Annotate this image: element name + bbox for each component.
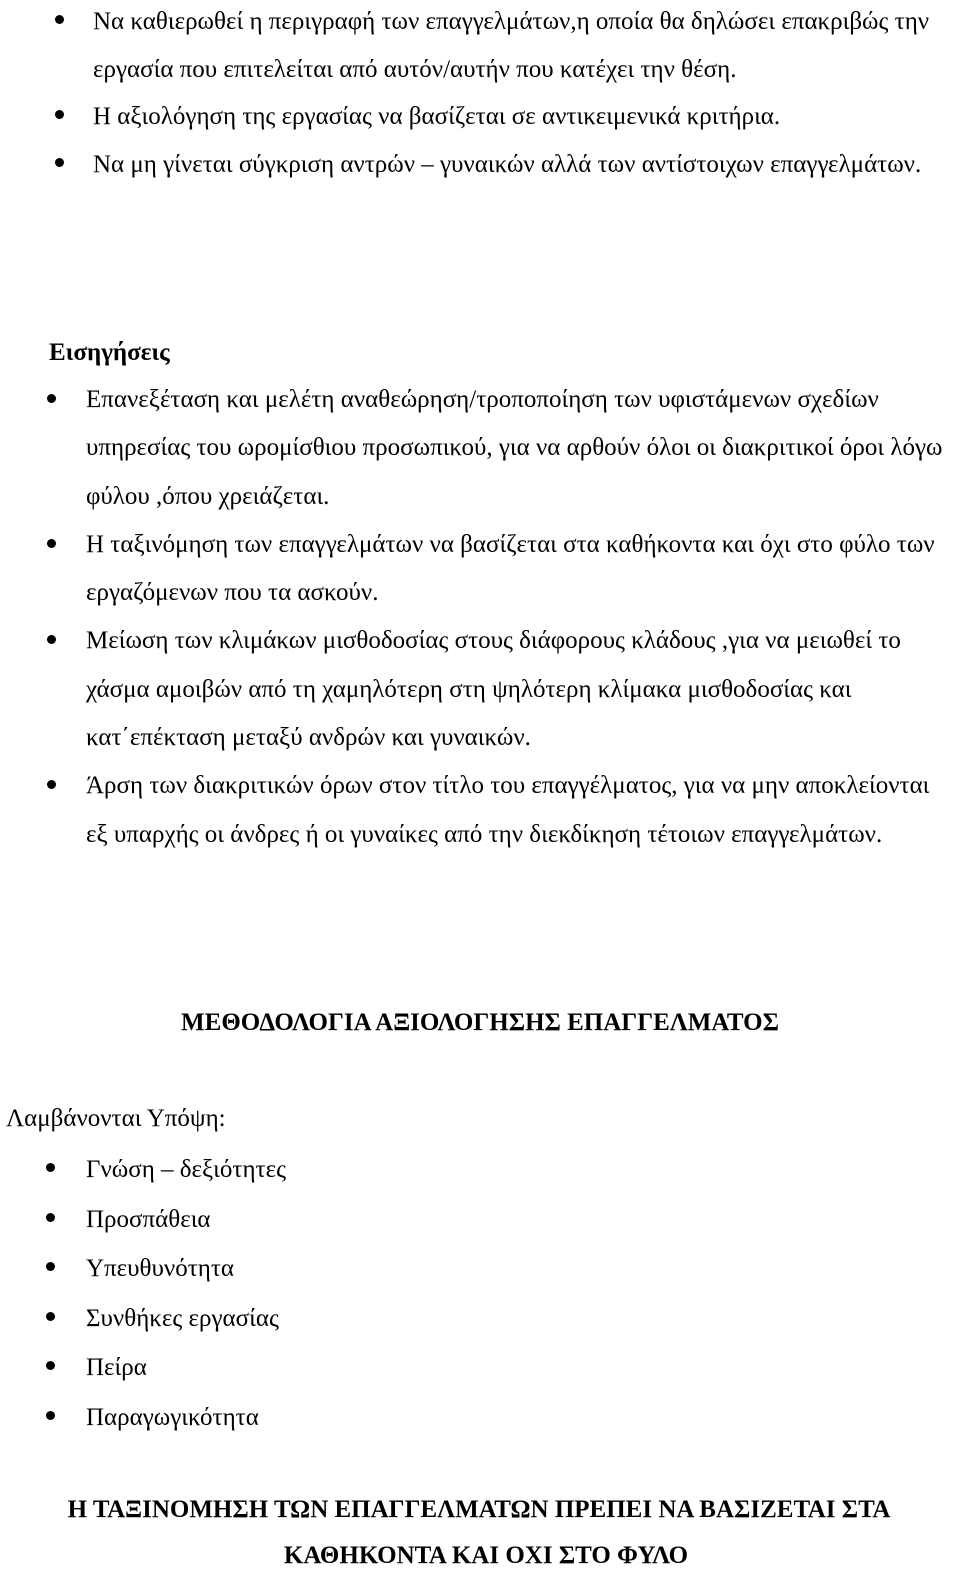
list-item-text: Να μη γίνεται σύγκριση αντρών – γυναικών αλλά των αντίστοιχων επαγγελμάτων. bbox=[93, 150, 922, 178]
classification-heading-line-2: ΚΑΘΗΚΟΝΤΑ ΚΑΙ ΟΧΙ ΣΤΟ ΦΥΛΟ bbox=[283, 1542, 689, 1569]
list-item bbox=[93, 0, 953, 93]
bullet-icon bbox=[55, 15, 64, 24]
list-item bbox=[86, 1145, 946, 1195]
list-item-text: Γνώση – δεξιότητες bbox=[86, 1156, 286, 1183]
list-item bbox=[86, 1393, 946, 1443]
list-item-text: Προσπάθεια bbox=[86, 1205, 211, 1233]
list-item bbox=[86, 1343, 946, 1393]
methodology-intro: Λαμβάνονται Υπόψη: bbox=[6, 1105, 226, 1132]
list-item-text: Παραγωγικότητα bbox=[86, 1403, 259, 1431]
bullet-icon bbox=[47, 394, 56, 403]
list-item-text: Να καθιερωθεί η περιγραφή των επαγγελμάτων,η οποία θα δηλώσει επακριβώς την εργασία που επιτελείται από αυτόν/αυτήν που κατέχει την θέση. bbox=[93, 8, 930, 83]
recommendations-heading: Εισηγήσεις bbox=[49, 339, 170, 366]
list-item bbox=[86, 521, 956, 618]
intro-bullet-list bbox=[93, 0, 953, 188]
list-item bbox=[93, 93, 953, 141]
list-item-text: Υπευθυνότητα bbox=[86, 1255, 234, 1282]
bullet-icon bbox=[46, 1411, 55, 1420]
list-item-text: Συνθήκες εργασίας bbox=[86, 1304, 279, 1332]
list-item bbox=[93, 141, 953, 189]
list-item bbox=[86, 762, 956, 859]
bullet-icon bbox=[46, 1163, 55, 1172]
list-item bbox=[86, 617, 956, 762]
classification-heading bbox=[0, 1487, 960, 1579]
methodology-heading: ΜΕΘΟΔΟΛΟΓΙΑ ΑΞΙΟΛΟΓΗΣΗΣ ΕΠΑΓΓΕΛΜΑΤΟΣ bbox=[181, 1009, 779, 1036]
evaluation-factors-list bbox=[86, 1145, 946, 1442]
list-item bbox=[86, 1195, 946, 1245]
bullet-icon bbox=[47, 780, 56, 789]
bullet-icon bbox=[47, 539, 56, 548]
bullet-icon bbox=[46, 1262, 55, 1271]
bullet-icon bbox=[46, 1361, 55, 1370]
recommendations-list bbox=[86, 376, 956, 859]
classification-heading-line-1: Η ΤΑΞΙΝΟΜΗΣΗ ΤΩΝ ΕΠΑΓΓΕΛΜΑΤΩΝ ΠΡΕΠΕΙ ΝΑ ΒΑΣΙΖΕΤΑΙ ΣΤΑ bbox=[67, 1496, 891, 1523]
bullet-icon bbox=[46, 1312, 55, 1321]
list-item-text: Η αξιολόγηση της εργασίας να βασίζεται σε αντικειμενικά κριτήρια. bbox=[93, 103, 781, 130]
bullet-icon bbox=[55, 158, 64, 167]
list-item-text: Μείωση των κλιμάκων μισθοδοσίας στους διάφορους κλάδους ,για να μειωθεί το χάσμα αμοιβών από τη χαμηλότερη στη ψηλότερη κλίμακα μισθοδοσίας και κατ΄επέκταση μεταξύ ανδρών και γυναικών. bbox=[86, 627, 901, 752]
list-item bbox=[86, 1294, 946, 1344]
list-item-text: Η ταξινόμηση των επαγγελμάτων να βασίζεται στα καθήκοντα και όχι στο φύλο των εργαζόμενων που τα ασκούν. bbox=[86, 530, 935, 607]
list-item bbox=[86, 376, 956, 521]
bullet-icon bbox=[46, 1213, 55, 1222]
bullet-icon bbox=[55, 110, 64, 119]
bullet-icon bbox=[47, 635, 56, 644]
list-item-text: Επανεξέταση και μελέτη αναθεώρηση/τροποποίηση των υφιστάμενων σχεδίων υπηρεσίας του ωρομίσθιου προσωπικού, για να αρθούν όλοι οι διακριτικοί όροι λόγω φύλου ,όπου χρειάζεται. bbox=[86, 386, 943, 510]
list-item-text: Άρση των διακριτικών όρων στον τίτλο του επαγγέλματος, για να μην αποκλείονται εξ υπαρχής οι άνδρες ή οι γυναίκες από την διεκδίκηση τέτοιων επαγγελμάτων. bbox=[86, 772, 930, 848]
list-item-text: Πείρα bbox=[86, 1354, 147, 1381]
list-item bbox=[86, 1244, 946, 1294]
